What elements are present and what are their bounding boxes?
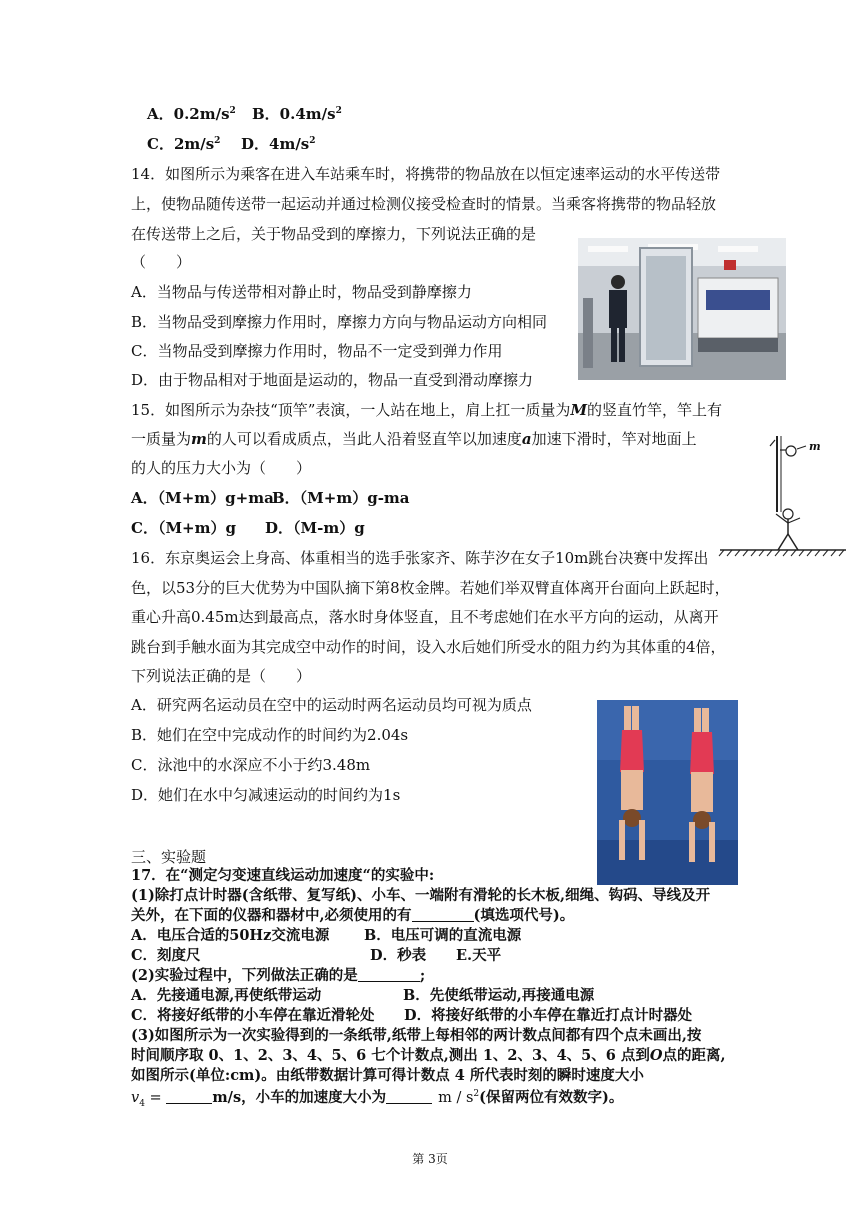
q17-option-c1: C．刻度尺 [131, 947, 201, 964]
q14-option-d: D．由于物品相对于地面是运动的，物品一直受到滑动摩擦力 [131, 371, 534, 389]
option-d-prev: D．$4m/s^2$ [241, 135, 316, 153]
q16-option-b: B．她们在空中完成动作的时间约为2.04s [131, 726, 409, 744]
q16-stem-line4: 跳台到手触水面为其完成空中动作的时间，设入水后她们所受水的阻力约为其体重的4倍， [131, 638, 726, 656]
option-c-prev: C．$2m/s^2$ [147, 135, 221, 153]
q17-option-d1: D．秒表 [370, 947, 427, 964]
q15-option-d: D．（M-m）g [265, 519, 365, 537]
option-a-prev: A．$0.2m/s^2$ [147, 105, 236, 123]
q17-option-b2: B．先使纸带运动,再接通电源 [403, 987, 595, 1004]
q14-option-c: C．当物品受到摩擦力作用时，物品不一定受到弹力作用 [131, 342, 503, 360]
q14-stem-line3: 在传送带上之后，关于物品受到的摩擦力，下列说法正确的是 [131, 225, 537, 243]
q17-stem-line4: (2)实验过程中，下列做法正确的是 ; [131, 967, 426, 984]
q15-option-b: B．（M+m）g-ma [272, 489, 410, 507]
q15-option-c: C．（M+m）g [131, 519, 236, 537]
q16-stem-line3: 重心升高0.45m达到最高点，落水时身体竖直，且不考虑她们在水平方向的运动，从离开 [131, 608, 719, 626]
q16-option-c: C．泳池中的水深应不小于约3.48m [131, 756, 371, 774]
divers-photo [597, 700, 738, 885]
answer-blank-3 [166, 1089, 212, 1104]
q15-stem-line3: 的人的压力大小为（ ） [131, 459, 312, 477]
option-b-prev: B．$0.4m/s^2$ [252, 105, 342, 123]
answer-blank-2 [358, 967, 420, 982]
q17-stem-line5: (3)如图所示为一次实验得到的一条纸带,纸带上每相邻的两计数点间都有四个点未画出,按 [131, 1027, 702, 1044]
q14-stem-line2: 上，使物品随传送带一起运动并通过检测仪接受检查时的情景。当乘客将携带的物品轻放 [131, 195, 717, 213]
q17-stem-line6: 时间顺序取 0、1、2、3、4、5、6 七个计数点,测出 1、2、3、4、5、6 点到O点的距离, [131, 1047, 726, 1064]
q14-paren: （ ） [131, 253, 192, 271]
q15-stem-line1: 15．如图所示为杂技“顶竿”表演，一人站在地上，肩上扛一质量为M的竖直竹竿，竿上有 [131, 401, 723, 419]
q17-stem-line1: 17．在“测定匀变速直线运动加速度“的实验中: [131, 867, 435, 884]
security-checkpoint-photo [578, 238, 786, 380]
answer-blank-4 [386, 1089, 432, 1104]
q16-stem-line2: 色，以53分的巨大优势为中国队摘下第8枚金牌。若她们举双臂直体离开台面向上跃起时， [131, 579, 730, 597]
q17-stem-line8: $v_4 = m/s$，小车的加速度大小为 m / $s^2$(保留两位有效数字)。 [131, 1089, 624, 1109]
section-title: 三、实验题 [131, 848, 207, 866]
q17-stem-line7: 如图所示(单位:cm)。由纸带数据计算可得计数点 4 所代表时刻的瞬时速度大小 [131, 1067, 644, 1084]
q14-option-b: B．当物品受到摩擦力作用时，摩擦力方向与物品运动方向相同 [131, 313, 548, 331]
q16-stem-line5: 下列说法正确的是（ ） [131, 667, 312, 685]
q14-option-a: A．当物品与传送带相对静止时，物品受到静摩擦力 [131, 283, 472, 301]
q17-option-b1: B．电压可调的直流电源 [364, 927, 522, 944]
q16-option-a: A．研究两名运动员在空中的运动时两名运动员均可视为质点 [131, 696, 532, 714]
q17-option-a1: A．电压合适的50Hz交流电源 [131, 927, 330, 944]
page-number: 第 3页 [412, 1152, 448, 1166]
q16-option-d: D．她们在水中匀减速运动的时间约为1s [131, 786, 401, 804]
q17-stem-line2: (1)除打点计时器(含纸带、复写纸)、小车、一端附有滑轮的长木板,细绳、钩码、导线及开 [131, 887, 711, 904]
q17-option-e1: E.天平 [456, 947, 502, 964]
q14-stem-line1: 14．如图所示为乘客在进入车站乘车时，将携带的物品放在以恒定速率运动的水平传送带 [131, 165, 721, 183]
pole-act-figure [718, 432, 848, 558]
q17-stem-line3: 关外，在下面的仪器和器材中,必须使用的有 (填选项代号)。 [131, 907, 575, 924]
q16-stem-line1: 16．东京奥运会上身高、体重相当的选手张家齐、陈芋汐在女子10m跳台决赛中发挥出 [131, 549, 709, 567]
q15-stem-line2: 一质量为m的人可以看成质点，当此人沿着竖直竿以加速度a加速下滑时，竿对地面上 [131, 430, 697, 448]
q15-option-a: A．（M+m）g+ma [131, 489, 274, 507]
q17-option-a2: A．先接通电源,再使纸带运动 [131, 987, 322, 1004]
pole-figure-mass-label: m [809, 440, 821, 453]
answer-blank-1 [412, 907, 474, 922]
q17-option-d2: D．将接好纸带的小车停在靠近打点计时器处 [404, 1007, 693, 1024]
q17-option-c2: C．将接好纸带的小车停在靠近滑轮处 [131, 1007, 375, 1024]
